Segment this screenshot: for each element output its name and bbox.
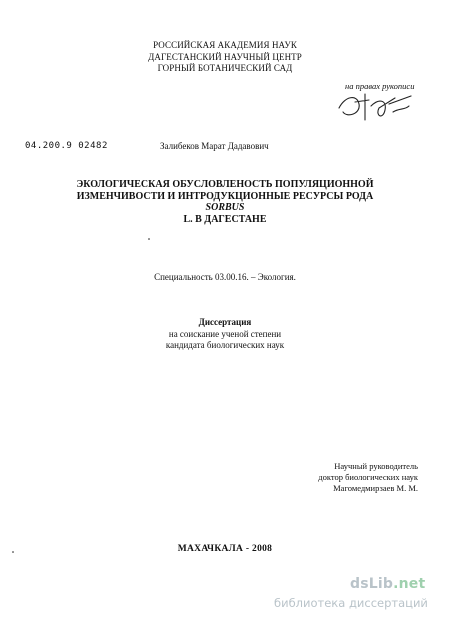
- manuscript-rights-note: на правах рукописи: [345, 81, 415, 91]
- title-line-3: L. В ДАГЕСТАНЕ: [183, 213, 267, 225]
- institution-line-1: РОССИЙСКАЯ АКАДЕМИЯ НАУК: [153, 40, 297, 50]
- watermark-logo: [350, 576, 425, 592]
- title-line-2-text: ИЗМЕНЧИВОСТИ И ИНТРОДУКЦИОННЫЕ РЕСУРСЫ РОДА: [76, 190, 374, 202]
- supervisor-line-1: Научный руководитель: [334, 461, 418, 471]
- institution-line-3: ГОРНЫЙ БОТАНИЧЕСКИЙ САД: [157, 63, 293, 73]
- author-name: Залибеков Марат Дадавович: [160, 141, 269, 151]
- dissertation-title: [70, 179, 380, 225]
- institution-header: [0, 40, 450, 75]
- dissertation-line-1: на соискание ученой степени: [168, 328, 282, 339]
- dissertation-block: [0, 317, 450, 352]
- title-line-2: [70, 191, 380, 214]
- dissertation-heading: Диссертация: [198, 317, 252, 327]
- supervisor-line-2: доктор биологических наук: [318, 472, 418, 482]
- city-year: МАХАЧКАЛА - 2008: [177, 544, 273, 554]
- title-genus-name: SORBUS: [205, 202, 245, 213]
- supervisor-line-3: Магомедмирзаев М. М.: [333, 483, 418, 493]
- watermark-logo-main: dsLib: [350, 576, 394, 592]
- dissertation-line-2: кандидата биологических наук: [165, 340, 285, 350]
- watermark-subtitle: библиотека диссертаций: [274, 596, 428, 610]
- title-line-1: ЭКОЛОГИЧЕСКАЯ ОБУСЛОВЛЕНОСТЬ ПОПУЛЯЦИОННОЙ: [76, 179, 374, 190]
- institution-line-2: ДАГЕСТАНСКИЙ НАУЧНЫЙ ЦЕНТР: [148, 51, 302, 62]
- scan-speck: [148, 238, 150, 240]
- watermark-logo-tld: .net: [393, 576, 426, 592]
- document-number-stamp: 04.200.9 02482: [25, 141, 108, 151]
- specialty-line: Специальность 03.00.16. – Экология.: [154, 272, 296, 282]
- supervisor-block: [300, 461, 418, 494]
- handwritten-signature: [335, 90, 415, 124]
